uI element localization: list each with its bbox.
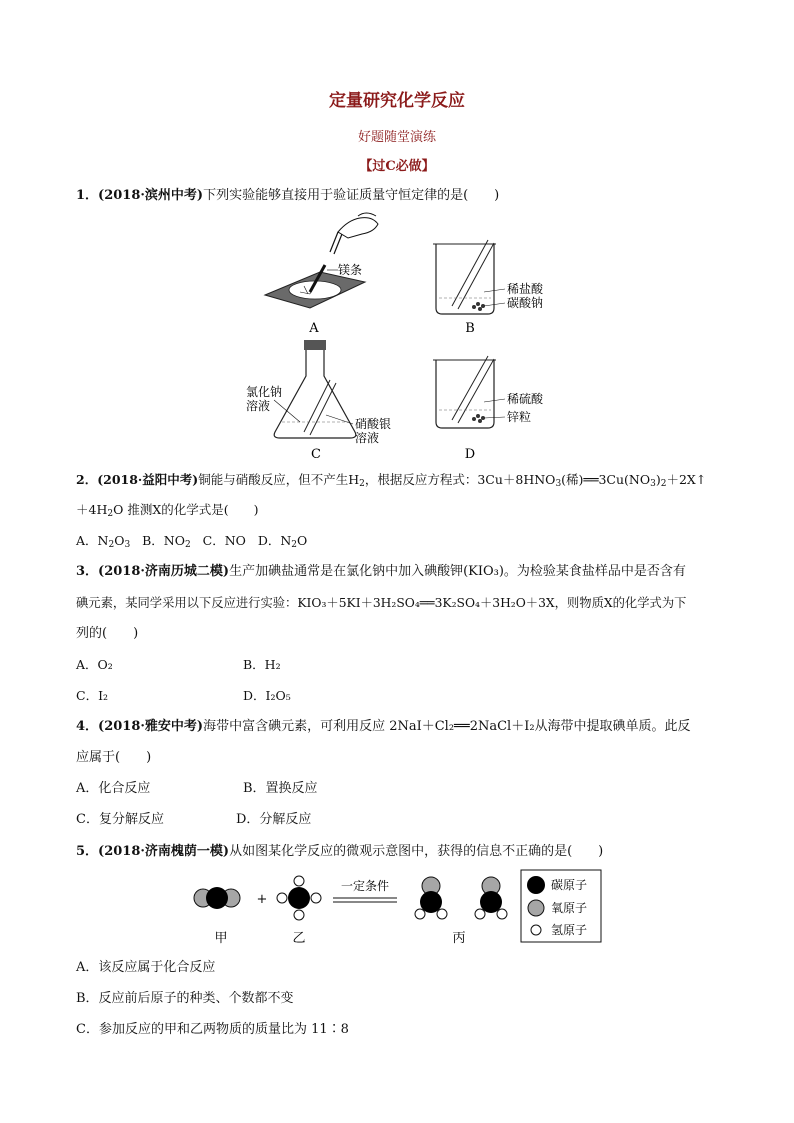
option-d: D．N [257, 533, 292, 548]
label-bing: 丙 [452, 931, 466, 946]
figure-a-letter: A [309, 321, 319, 336]
question-source: (2018·雅安中考) [98, 719, 204, 734]
figure-d-beaker [433, 356, 544, 460]
question-3-option-d: D．I₂O₅ [243, 688, 291, 703]
question-text: 从如图某化学反应的微观示意图中，获得的信息不正确的是( ) [229, 844, 604, 859]
question-4-option-d: D．分解反应 [236, 812, 312, 827]
question-5-option-a: A．该反应属于化合反应 [76, 960, 216, 975]
question-5-option-c: C．参加反应的甲和乙两物质的质量比为 11∶8 [76, 1022, 349, 1037]
question-text: ) [655, 472, 661, 487]
question-text: 海带中富含碘元素，可利用反应 2NaI＋Cl₂══2NaCl＋I₂从海带中提取碘单质。此反 [203, 719, 691, 734]
question-3-line-3: 列的( ) [76, 626, 139, 641]
question-text: 生产加碘盐通常是在氯化钠中加入碘酸钾(KIO₃)。为检验某食盐样品中是否含有 [229, 564, 686, 579]
figure-a-magnesium [265, 213, 378, 336]
question-text: (稀)══3Cu(NO [561, 472, 651, 487]
question-4-line-2: 应属于( ) [76, 750, 152, 765]
question-5-line-1 [76, 842, 726, 862]
figure-c-flask [246, 340, 391, 460]
reaction-diagram [185, 868, 615, 950]
figure-d-label-zinc: 锌粒 [507, 410, 532, 424]
question-number: 5． [76, 844, 99, 859]
molecule-bing-1 [415, 877, 447, 919]
page-title: 定量研究化学反应 [329, 91, 465, 111]
question-text: ＋4H [76, 502, 108, 517]
question-number: 4． [76, 719, 99, 734]
figure-b-beaker [433, 240, 544, 336]
figure-d-label-acid: 稀硫酸 [507, 392, 544, 406]
question-2-options: A．$N_2O_3$ B．$NO_2$ C．NO D．$N_2O$ [76, 533, 308, 550]
figure-c-letter: C [311, 447, 321, 460]
question-text: ，根据反应方程式：3Cu＋8HNO [364, 472, 556, 487]
question-4-line-1 [76, 717, 726, 737]
question-number: 3． [76, 564, 99, 579]
question-source: (2018·济南历城二模) [98, 564, 230, 579]
molecule-yi [277, 876, 321, 920]
question-number: 2． [76, 472, 98, 487]
figure-b-label-acid: 稀盐酸 [507, 282, 544, 296]
question-3-option-b: B．H₂ [243, 657, 281, 672]
question-text: 铜能与硝酸反应，但不产生H [198, 472, 360, 487]
question-text: 下列实验能够直接用于验证质量守恒定律的是( ) [203, 188, 500, 203]
plus-sign: + [256, 892, 268, 907]
molecule-jia [194, 887, 240, 909]
section-heading: 【过C必做】 [359, 159, 435, 174]
question-5-option-b: B．反应前后原子的种类、个数都不变 [76, 991, 294, 1006]
question-2-line-2: $+4H_2O$ 推测X的化学式是( ) [76, 502, 259, 519]
figure-b-letter: B [465, 321, 475, 336]
figure-c-label-nacl: 氯化钠 [246, 385, 283, 399]
question-text: O 推测X的化学式是( ) [113, 502, 259, 517]
option-b: B．NO [142, 533, 185, 548]
question-source: (2018·滨州中考) [98, 188, 204, 203]
page-subtitle: 好题随堂演练 [357, 130, 436, 145]
figure-c-label-agno3-2: 溶液 [355, 431, 380, 445]
question-text: ＋2X↑ [666, 472, 707, 487]
reaction-condition: 一定条件 [340, 879, 390, 893]
question-source: (2018·益阳中考) [97, 472, 199, 487]
legend-carbon: 碳原子 [551, 878, 588, 892]
question-3-line-1 [76, 562, 726, 582]
figure-a-label: 镁条 [338, 263, 363, 277]
label-jia: 甲 [214, 931, 228, 946]
question-4-option-b: B．置换反应 [243, 781, 318, 796]
question-source: (2018·济南槐荫一模) [98, 844, 230, 859]
figure-d-letter: D [464, 447, 476, 460]
legend-hydrogen: 氢原子 [551, 923, 588, 937]
question-3-option-a: A．O₂ [76, 657, 113, 672]
atom-legend [521, 870, 601, 942]
question-4-option-a: A．化合反应 [76, 781, 151, 796]
figure-b-label-solid: 碳酸钠 [507, 296, 544, 310]
legend-oxygen: 氧原子 [551, 901, 588, 915]
question-4-option-c: C．复分解反应 [76, 812, 164, 827]
figure-c-label-agno3: 硝酸银 [355, 417, 392, 431]
question-2-line-1: 2．(2018·益阳中考)铜能与硝酸反应，但不产生$H_2$，根据反应方程式：$3Cu+8HNO_3$(稀)$══3Cu(NO_3)_2+2X↑$ [76, 472, 707, 489]
figure-c-label-nacl-2: 溶液 [246, 399, 271, 413]
experiment-figures [230, 210, 580, 460]
question-number: 1． [76, 188, 99, 203]
option-c: C．NO [202, 533, 246, 548]
question-1 [76, 186, 726, 206]
option-a: A．N [76, 533, 109, 548]
question-3-option-c: C．I₂ [76, 688, 109, 703]
molecule-bing-2 [475, 877, 507, 919]
question-3-line-2: 碘元素，某同学采用以下反应进行实验：KIO₃＋5KI＋3H₂SO₄══3K₂SO₄＋3H₂O＋3X，则物质X的化学式为下 [76, 596, 687, 610]
label-yi: 乙 [292, 931, 306, 946]
